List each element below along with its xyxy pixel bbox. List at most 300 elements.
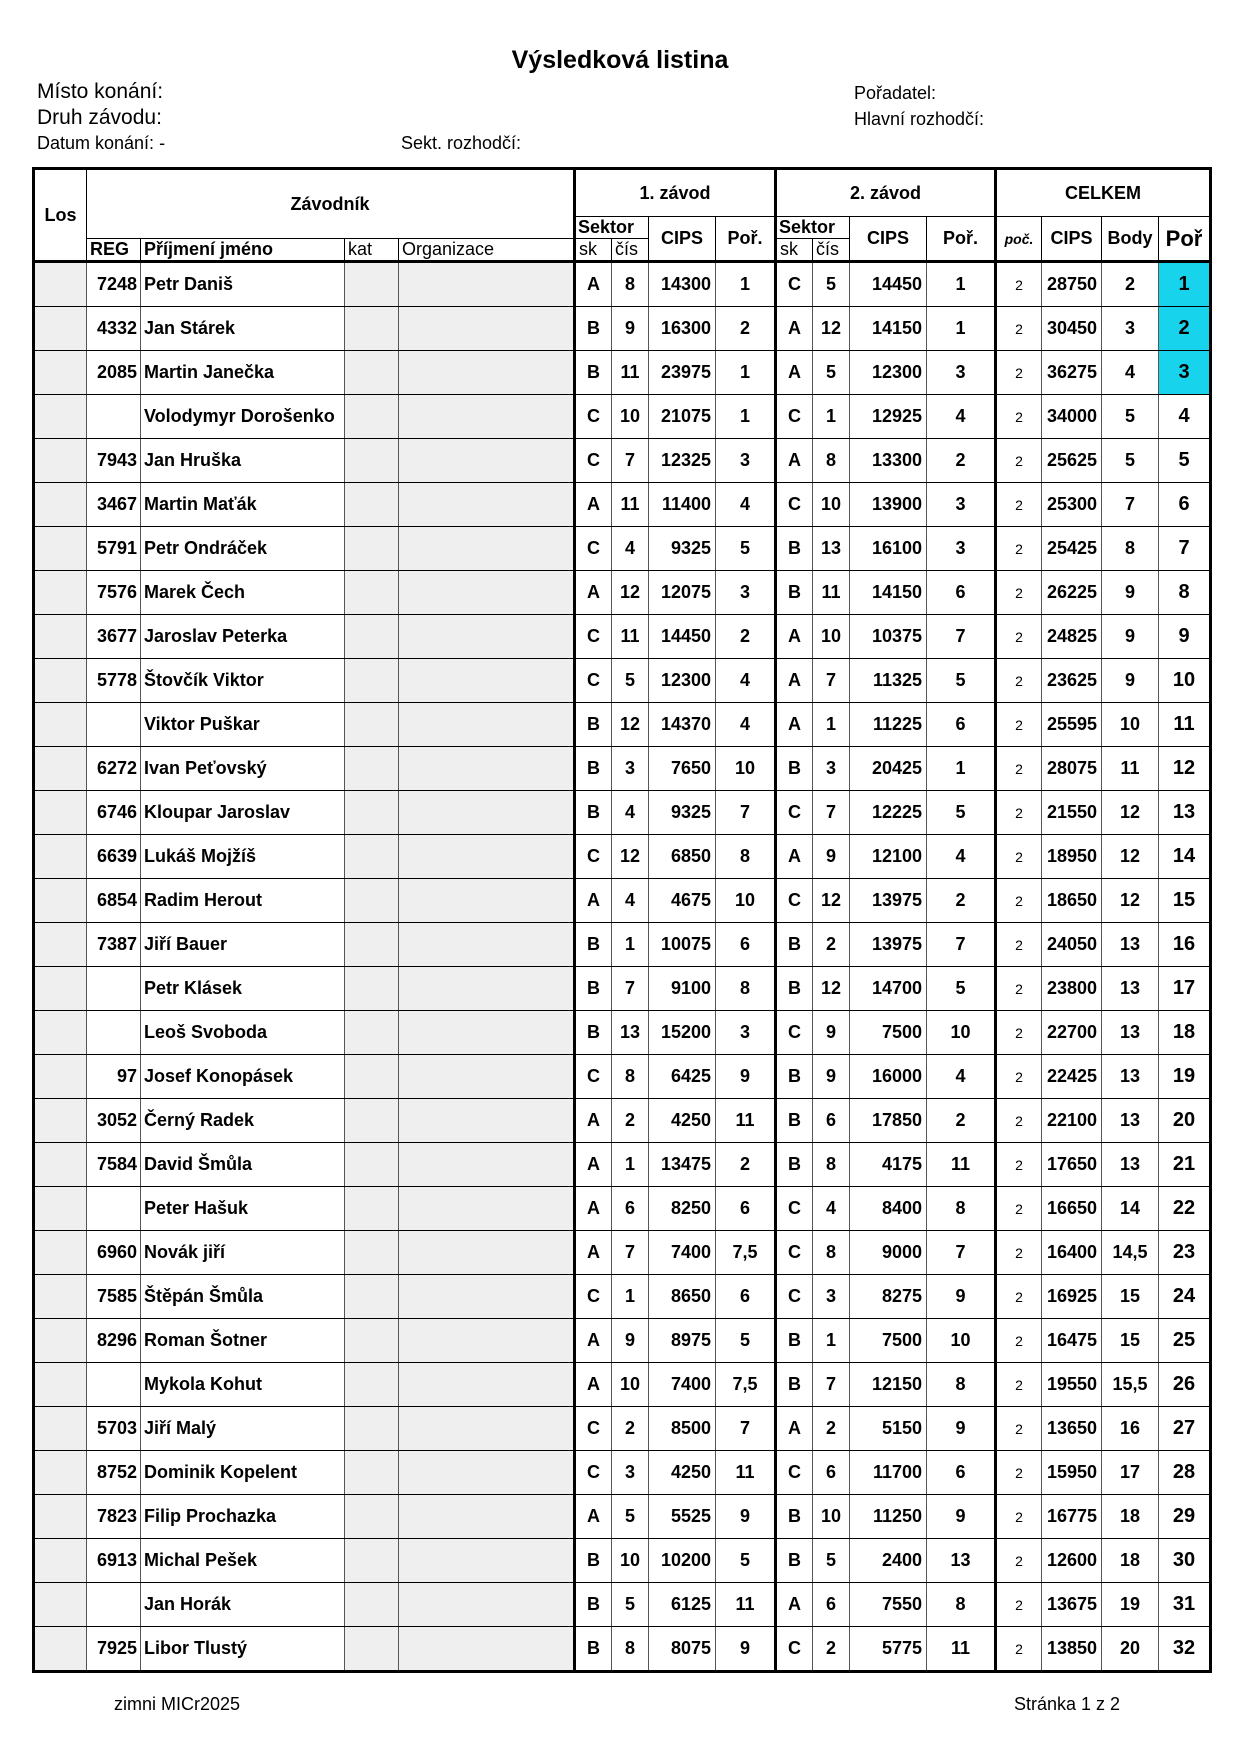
poc-cell: 2	[996, 1099, 1042, 1143]
poradatel-label: Pořadatel:	[854, 83, 937, 103]
sector-2: B	[776, 1495, 813, 1539]
kat-cell	[345, 703, 399, 747]
cips-total: 28750	[1042, 262, 1102, 307]
competitor-name: Martin Janečka	[141, 351, 345, 395]
place-1: 11	[716, 1583, 776, 1627]
table-row	[34, 1143, 1211, 1187]
final-place: 17	[1159, 967, 1211, 1011]
final-place: 1	[1159, 262, 1211, 307]
reg-cell	[87, 1583, 141, 1627]
number-1: 9	[612, 1319, 649, 1363]
cips-total: 16925	[1042, 1275, 1102, 1319]
sector-2: B	[776, 1099, 813, 1143]
competitor-name: Filip Prochazka	[141, 1495, 345, 1539]
poc-cell: 2	[996, 1143, 1042, 1187]
competitor-name: Michal Pešek	[141, 1539, 345, 1583]
kat-cell	[345, 395, 399, 439]
sector-2: A	[776, 1407, 813, 1451]
final-place: 15	[1159, 879, 1211, 923]
sector-1: C	[575, 527, 612, 571]
cips-total: 30450	[1042, 307, 1102, 351]
reg-cell: 6272	[87, 747, 141, 791]
sector-1: B	[575, 307, 612, 351]
poc-cell: 2	[996, 1539, 1042, 1583]
place-1: 9	[716, 1055, 776, 1099]
kat-cell	[345, 439, 399, 483]
sector-1: B	[575, 1627, 612, 1672]
organizace-cell	[399, 439, 575, 483]
organizace-cell	[399, 1319, 575, 1363]
organizace-cell	[399, 351, 575, 395]
number-1: 11	[612, 351, 649, 395]
place-2: 1	[927, 747, 996, 791]
cips-total: 22425	[1042, 1055, 1102, 1099]
sector-1: A	[575, 1495, 612, 1539]
body-cell: 9	[1102, 659, 1159, 703]
place-1: 1	[716, 351, 776, 395]
reg-cell	[87, 967, 141, 1011]
sector-1: A	[575, 1099, 612, 1143]
cips-1: 6425	[649, 1055, 716, 1099]
table-row	[34, 571, 1211, 615]
body-cell: 9	[1102, 615, 1159, 659]
place-2: 1	[927, 262, 996, 307]
final-place: 18	[1159, 1011, 1211, 1055]
number-1: 12	[612, 571, 649, 615]
sector-2: B	[776, 747, 813, 791]
cips-total: 26225	[1042, 571, 1102, 615]
organizace-cell	[399, 1099, 575, 1143]
place-2: 5	[927, 967, 996, 1011]
place-2: 7	[927, 923, 996, 967]
reg-cell: 7248	[87, 262, 141, 307]
los-cell	[34, 1055, 87, 1099]
competitor-name: Petr Ondráček	[141, 527, 345, 571]
number-1: 11	[612, 615, 649, 659]
table-row	[34, 1187, 1211, 1231]
cips-total: 18650	[1042, 879, 1102, 923]
place-1: 7,5	[716, 1363, 776, 1407]
place-2: 5	[927, 791, 996, 835]
place-1: 3	[716, 439, 776, 483]
final-place: 9	[1159, 615, 1211, 659]
organizace-cell	[399, 571, 575, 615]
number-2: 3	[813, 747, 850, 791]
sector-1: C	[575, 835, 612, 879]
document-title: Výsledková listina	[511, 46, 729, 74]
reg-cell: 7584	[87, 1143, 141, 1187]
cips-1: 14370	[649, 703, 716, 747]
organizace-cell	[399, 1143, 575, 1187]
sector-2: C	[776, 262, 813, 307]
sector-1: C	[575, 1055, 612, 1099]
organizace-cell	[399, 703, 575, 747]
sector-1: C	[575, 1407, 612, 1451]
number-2: 10	[813, 483, 850, 527]
los-cell	[34, 1011, 87, 1055]
cips-2: 10375	[850, 615, 927, 659]
number-2: 6	[813, 1583, 850, 1627]
kat-cell	[345, 571, 399, 615]
datum-konani-label: Datum konání: -	[37, 133, 166, 153]
kat-cell	[345, 1627, 399, 1672]
los-cell	[34, 351, 87, 395]
cips-total: 22700	[1042, 1011, 1102, 1055]
sector-1: B	[575, 1011, 612, 1055]
place-2: 13	[927, 1539, 996, 1583]
place-1: 6	[716, 1275, 776, 1319]
competitor-name: Jiří Malý	[141, 1407, 345, 1451]
number-2: 8	[813, 1143, 850, 1187]
kat-cell	[345, 791, 399, 835]
sector-1: B	[575, 1583, 612, 1627]
body-cell: 14	[1102, 1187, 1159, 1231]
table-row	[34, 1231, 1211, 1275]
kat-cell	[345, 659, 399, 703]
organizace-cell	[399, 1011, 575, 1055]
number-1: 3	[612, 1451, 649, 1495]
sector-1: B	[575, 967, 612, 1011]
los-cell	[34, 1187, 87, 1231]
number-2: 7	[813, 659, 850, 703]
poc-cell: 2	[996, 307, 1042, 351]
poc-cell: 2	[996, 527, 1042, 571]
cips-1: 6850	[649, 835, 716, 879]
organizace-cell	[399, 1231, 575, 1275]
final-place: 14	[1159, 835, 1211, 879]
misto-konani-label: Místo konání:	[37, 80, 164, 103]
body-cell: 17	[1102, 1451, 1159, 1495]
number-1: 7	[612, 967, 649, 1011]
place-2: 3	[927, 527, 996, 571]
number-2: 7	[813, 791, 850, 835]
los-cell	[34, 923, 87, 967]
place-2: 2	[927, 1099, 996, 1143]
header-cips-1: CIPS	[649, 217, 716, 262]
cips-total: 22100	[1042, 1099, 1102, 1143]
number-1: 8	[612, 1055, 649, 1099]
cips-1: 9325	[649, 791, 716, 835]
table-row	[34, 879, 1211, 923]
cips-2: 2400	[850, 1539, 927, 1583]
header-por-2: Poř.	[927, 217, 996, 262]
body-cell: 5	[1102, 395, 1159, 439]
competitor-name: Leoš Svoboda	[141, 1011, 345, 1055]
header-sk-2: sk	[776, 239, 813, 262]
los-cell	[34, 527, 87, 571]
header-kat: kat	[345, 239, 399, 262]
cips-2: 12225	[850, 791, 927, 835]
number-1: 1	[612, 1275, 649, 1319]
kat-cell	[345, 307, 399, 351]
sector-2: A	[776, 1583, 813, 1627]
sector-1: B	[575, 1539, 612, 1583]
sector-2: B	[776, 923, 813, 967]
cips-1: 6125	[649, 1583, 716, 1627]
table-row	[34, 1495, 1211, 1539]
competitor-name: Volodymyr Dorošenko	[141, 395, 345, 439]
poc-cell: 2	[996, 1451, 1042, 1495]
poc-cell: 2	[996, 1583, 1042, 1627]
body-cell: 16	[1102, 1407, 1159, 1451]
place-1: 9	[716, 1627, 776, 1672]
cips-1: 16300	[649, 307, 716, 351]
number-2: 6	[813, 1099, 850, 1143]
competitor-name: Petr Daniš	[141, 262, 345, 307]
place-1: 9	[716, 1495, 776, 1539]
number-1: 10	[612, 1363, 649, 1407]
reg-cell: 6639	[87, 835, 141, 879]
number-1: 10	[612, 1539, 649, 1583]
number-2: 4	[813, 1187, 850, 1231]
place-1: 10	[716, 747, 776, 791]
cips-total: 16400	[1042, 1231, 1102, 1275]
number-1: 8	[612, 1627, 649, 1672]
reg-cell: 8752	[87, 1451, 141, 1495]
cips-1: 14300	[649, 262, 716, 307]
kat-cell	[345, 1407, 399, 1451]
place-1: 4	[716, 703, 776, 747]
final-place: 29	[1159, 1495, 1211, 1539]
place-1: 5	[716, 1539, 776, 1583]
sector-1: C	[575, 659, 612, 703]
cips-1: 7650	[649, 747, 716, 791]
place-1: 3	[716, 1011, 776, 1055]
sector-1: A	[575, 483, 612, 527]
cips-1: 23975	[649, 351, 716, 395]
poc-cell: 2	[996, 703, 1042, 747]
sector-1: B	[575, 351, 612, 395]
number-1: 5	[612, 659, 649, 703]
place-1: 5	[716, 1319, 776, 1363]
sekt-rozhodci-label: Sekt. rozhodčí:	[401, 133, 522, 153]
los-cell	[34, 307, 87, 351]
competitor-name: Jan Hruška	[141, 439, 345, 483]
organizace-cell	[399, 1275, 575, 1319]
los-cell	[34, 747, 87, 791]
sector-2: C	[776, 1011, 813, 1055]
cips-total: 16475	[1042, 1319, 1102, 1363]
cips-2: 16000	[850, 1055, 927, 1099]
place-1: 8	[716, 835, 776, 879]
poc-cell: 2	[996, 923, 1042, 967]
poc-cell: 2	[996, 262, 1042, 307]
cips-total: 17650	[1042, 1143, 1102, 1187]
table-row	[34, 1319, 1211, 1363]
los-cell	[34, 659, 87, 703]
organizace-cell	[399, 835, 575, 879]
sector-1: A	[575, 571, 612, 615]
table-row	[34, 1055, 1211, 1099]
cips-2: 17850	[850, 1099, 927, 1143]
competitor-name: Roman Šotner	[141, 1319, 345, 1363]
sector-2: C	[776, 395, 813, 439]
organizace-cell	[399, 1187, 575, 1231]
number-1: 4	[612, 527, 649, 571]
reg-cell: 5778	[87, 659, 141, 703]
final-place: 32	[1159, 1627, 1211, 1672]
header-body: Body	[1102, 217, 1159, 262]
cips-1: 12300	[649, 659, 716, 703]
sector-1: C	[575, 615, 612, 659]
place-1: 10	[716, 879, 776, 923]
sector-2: A	[776, 835, 813, 879]
reg-cell: 2085	[87, 351, 141, 395]
sector-2: C	[776, 1275, 813, 1319]
competitor-name: Jan Stárek	[141, 307, 345, 351]
body-cell: 2	[1102, 262, 1159, 307]
cips-total: 36275	[1042, 351, 1102, 395]
poc-cell: 2	[996, 879, 1042, 923]
poc-cell: 2	[996, 1495, 1042, 1539]
number-1: 1	[612, 1143, 649, 1187]
number-1: 2	[612, 1099, 649, 1143]
cips-2: 7500	[850, 1011, 927, 1055]
place-2: 3	[927, 351, 996, 395]
organizace-cell	[399, 615, 575, 659]
header-reg: REG	[87, 239, 141, 262]
reg-cell: 5791	[87, 527, 141, 571]
cips-total: 23625	[1042, 659, 1102, 703]
header-sektor-2: Sektor	[776, 217, 850, 239]
sector-2: A	[776, 615, 813, 659]
organizace-cell	[399, 1583, 575, 1627]
cips-1: 15200	[649, 1011, 716, 1055]
final-place: 3	[1159, 351, 1211, 395]
body-cell: 12	[1102, 835, 1159, 879]
reg-cell: 7585	[87, 1275, 141, 1319]
final-place: 27	[1159, 1407, 1211, 1451]
los-cell	[34, 1319, 87, 1363]
competitor-name: Petr Klásek	[141, 967, 345, 1011]
place-1: 2	[716, 1143, 776, 1187]
sector-1: A	[575, 262, 612, 307]
place-1: 1	[716, 262, 776, 307]
cips-total: 13650	[1042, 1407, 1102, 1451]
reg-cell: 7576	[87, 571, 141, 615]
place-2: 10	[927, 1319, 996, 1363]
druh-zavodu-label: Druh závodu:	[37, 106, 162, 129]
header-zavod2: 2. závod	[776, 169, 996, 217]
hlavni-rozhodci-label: Hlavní rozhodčí:	[854, 109, 985, 129]
place-1: 3	[716, 571, 776, 615]
cips-1: 8975	[649, 1319, 716, 1363]
cips-1: 9100	[649, 967, 716, 1011]
cips-1: 12325	[649, 439, 716, 483]
number-2: 6	[813, 1451, 850, 1495]
number-1: 7	[612, 439, 649, 483]
los-cell	[34, 1363, 87, 1407]
cips-1: 8075	[649, 1627, 716, 1672]
sector-2: A	[776, 703, 813, 747]
cips-2: 13975	[850, 923, 927, 967]
kat-cell	[345, 1363, 399, 1407]
body-cell: 13	[1102, 923, 1159, 967]
sector-1: A	[575, 1319, 612, 1363]
cips-total: 25425	[1042, 527, 1102, 571]
kat-cell	[345, 1583, 399, 1627]
reg-cell	[87, 1011, 141, 1055]
place-1: 7	[716, 1407, 776, 1451]
table-row	[34, 439, 1211, 483]
los-cell	[34, 483, 87, 527]
sector-1: A	[575, 879, 612, 923]
competitor-name: Peter Hašuk	[141, 1187, 345, 1231]
cips-2: 12100	[850, 835, 927, 879]
competitor-name: David Šmůla	[141, 1143, 345, 1187]
number-1: 5	[612, 1583, 649, 1627]
cips-2: 16100	[850, 527, 927, 571]
sector-1: B	[575, 747, 612, 791]
reg-cell: 6913	[87, 1539, 141, 1583]
table-row	[34, 923, 1211, 967]
header-poc: poč.	[996, 217, 1042, 262]
table-row	[34, 1539, 1211, 1583]
header-cis-1: čís	[612, 239, 649, 262]
body-cell: 18	[1102, 1539, 1159, 1583]
place-1: 5	[716, 527, 776, 571]
competitor-name: Dominik Kopelent	[141, 1451, 345, 1495]
number-2: 12	[813, 879, 850, 923]
kat-cell	[345, 1231, 399, 1275]
competitor-name: Marek Čech	[141, 571, 345, 615]
poc-cell: 2	[996, 351, 1042, 395]
competitor-name: Jiří Bauer	[141, 923, 345, 967]
los-cell	[34, 967, 87, 1011]
place-2: 8	[927, 1583, 996, 1627]
sector-2: B	[776, 1539, 813, 1583]
kat-cell	[345, 967, 399, 1011]
place-1: 11	[716, 1451, 776, 1495]
cips-2: 7550	[850, 1583, 927, 1627]
number-2: 1	[813, 395, 850, 439]
place-2: 11	[927, 1627, 996, 1672]
cips-total: 25595	[1042, 703, 1102, 747]
body-cell: 18	[1102, 1495, 1159, 1539]
header-sk-1: sk	[575, 239, 612, 262]
header-organizace: Organizace	[399, 239, 575, 262]
table-row	[34, 967, 1211, 1011]
body-cell: 4	[1102, 351, 1159, 395]
sector-1: B	[575, 923, 612, 967]
los-cell	[34, 439, 87, 483]
kat-cell	[345, 615, 399, 659]
place-2: 2	[927, 439, 996, 483]
sector-1: A	[575, 1231, 612, 1275]
poc-cell: 2	[996, 395, 1042, 439]
number-1: 13	[612, 1011, 649, 1055]
place-2: 1	[927, 307, 996, 351]
final-place: 8	[1159, 571, 1211, 615]
poc-cell: 2	[996, 439, 1042, 483]
sector-1: C	[575, 1275, 612, 1319]
kat-cell	[345, 1539, 399, 1583]
kat-cell	[345, 351, 399, 395]
cips-2: 14150	[850, 307, 927, 351]
header-celkem: CELKEM	[996, 169, 1211, 217]
organizace-cell	[399, 967, 575, 1011]
place-2: 9	[927, 1407, 996, 1451]
table-row	[34, 1363, 1211, 1407]
number-2: 12	[813, 967, 850, 1011]
competitor-name: Libor Tlustý	[141, 1627, 345, 1672]
reg-cell: 3052	[87, 1099, 141, 1143]
body-cell: 12	[1102, 791, 1159, 835]
cips-total: 24050	[1042, 923, 1102, 967]
poc-cell: 2	[996, 1407, 1042, 1451]
header-cis-2: čís	[813, 239, 850, 262]
poc-cell: 2	[996, 835, 1042, 879]
